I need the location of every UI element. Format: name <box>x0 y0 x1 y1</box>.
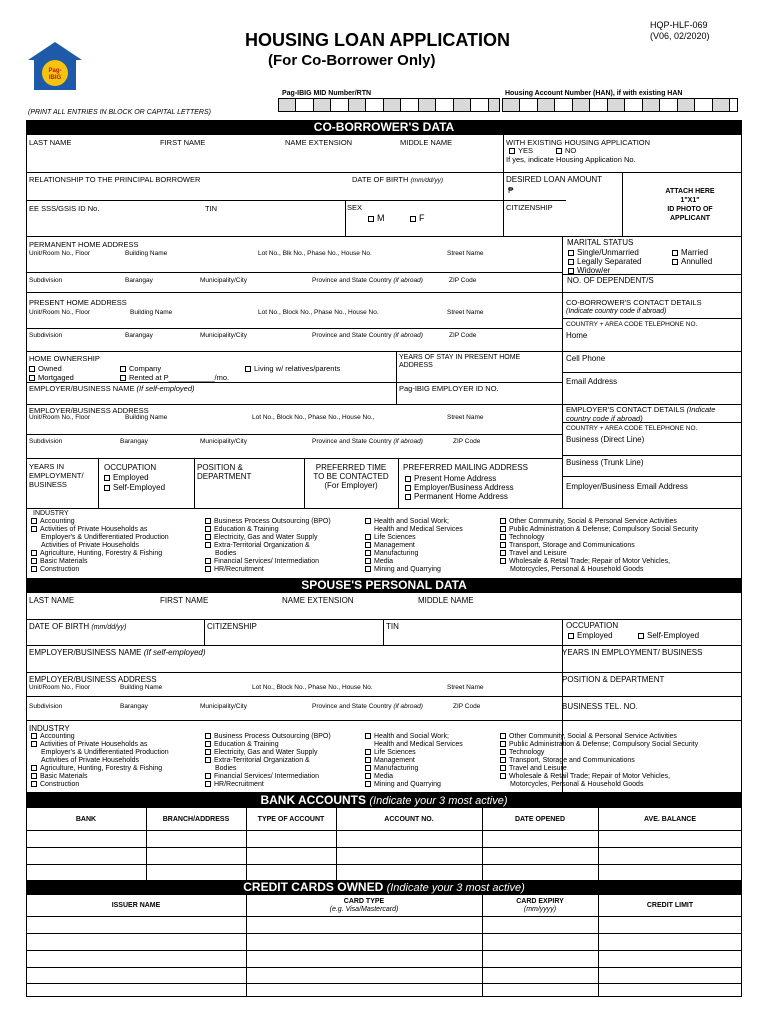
label-industry: INDUSTRY <box>33 510 69 517</box>
label-business-direct: Business (Direct Line) <box>566 435 645 444</box>
spouse-industry-accounting[interactable]: Accounting <box>31 733 75 741</box>
addr-barangay: Barangay <box>125 277 153 284</box>
spouse-tin: TIN <box>386 622 399 631</box>
label-present-address: PRESENT HOME ADDRESS <box>29 298 127 307</box>
emp-addr-street: Street Name <box>447 414 484 421</box>
spouse-industry-technology[interactable]: Technology <box>500 749 544 757</box>
emp-addr-building: Building Name <box>125 414 168 421</box>
ownership-owned[interactable]: Owned <box>29 364 62 373</box>
label-pref-time-3: (For Employer) <box>324 481 378 490</box>
label-last-name: LAST NAME <box>29 138 72 147</box>
spouse-industry-construction[interactable]: Construction <box>31 781 79 789</box>
label-employer-name: EMPLOYER/BUSINESS NAME (If self-employed) <box>29 384 195 393</box>
industry-health[interactable]: Health and Social Work; <box>365 518 449 526</box>
present-addr-street: Street Name <box>447 309 484 316</box>
svg-text:IBIG: IBIG <box>48 75 62 81</box>
present-addr-barangay: Barangay <box>125 332 153 339</box>
label-sex: SEX <box>347 203 363 212</box>
mail-employer-address[interactable]: Employer/Business Address <box>405 483 514 493</box>
spouse-industry-mining[interactable]: Mining and Quarrying <box>365 781 441 789</box>
industry-education[interactable]: Education & Training <box>205 526 279 534</box>
label-ee-sss: EE SSS/GSIS ID No. <box>29 204 100 213</box>
label-pref-time-1: PREFERRED TIME <box>315 463 387 472</box>
label-occupation: OCCUPATION <box>104 463 157 472</box>
emp-addr-lot: Lot No., Block No., Phase No., House No., <box>252 414 375 421</box>
emp-addr-province: Province and State Country (if abroad) <box>312 438 423 445</box>
occupation-employed[interactable]: Employed <box>104 473 149 483</box>
industry-other-community[interactable]: Other Community, Social & Personal Service Activities <box>500 518 677 526</box>
spouse-employer-address: EMPLOYER/BUSINESS ADDRESS <box>29 675 157 684</box>
spouse-industry-agriculture[interactable]: Agriculture, Hunting, Forestry & Fishing <box>31 765 162 773</box>
label-contact-details: CO-BORROWER'S CONTACT DETAILS <box>566 298 702 307</box>
present-addr-building: Building Name <box>130 309 173 316</box>
spouse-industry-private-households-cont-2: Activities of Private Households <box>41 757 140 764</box>
label-cell-phone: Cell Phone <box>566 354 606 363</box>
marital-single[interactable]: Single/Unmarried <box>568 248 639 258</box>
addr-lot: Lot No., Blk No., Phase No., House No. <box>258 250 372 257</box>
spouse-citizenship: CITIZENSHIP <box>207 622 257 631</box>
photo-line-2: 1"X1" <box>680 197 700 204</box>
industry-mining[interactable]: Mining and Quarrying <box>365 566 441 574</box>
industry-wholesale[interactable]: Wholesale & Retail Trade; Repair of Motor Vehicles, <box>500 558 670 566</box>
marital-married[interactable]: Married <box>672 248 708 258</box>
addr-subdivision: Subdivision <box>29 277 63 284</box>
spouse-industry-private-households[interactable]: Activities of Private Households as <box>31 741 147 749</box>
bank-col-ave-balance: AVE. BALANCE <box>644 816 696 823</box>
spouse-industry-wholesale-cont: Motorcycles, Personal & Household Goods <box>510 781 644 788</box>
option-yes[interactable]: YES <box>509 146 533 155</box>
spouse-addr-barangay: Barangay <box>120 703 148 710</box>
spouse-industry-education[interactable]: Education & Training <box>205 741 279 749</box>
label-existing-application: WITH EXISTING HOUSING APPLICATION <box>506 138 651 147</box>
label-first-name: FIRST NAME <box>160 138 206 147</box>
spouse-last-name: LAST NAME <box>29 596 75 605</box>
bank-section-title: BANK ACCOUNTS (Indicate your 3 most active) <box>26 793 742 808</box>
pagibig-logo <box>24 40 86 92</box>
label-country-code: COUNTRY + AREA CODE TELEPHONE NO. <box>566 321 698 328</box>
employer-country-code: COUNTRY + AREA CODE TELEPHONE NO. <box>566 425 698 432</box>
spouse-addr-subdivision: Subdivision <box>29 703 63 710</box>
credit-section-title: CREDIT CARDS OWNED (Indicate your 3 most active) <box>26 880 742 895</box>
industry-bpo[interactable]: Business Process Outsourcing (BPO) <box>205 518 331 526</box>
spouse-industry-bpo[interactable]: Business Process Outsourcing (BPO) <box>205 733 331 741</box>
emp-addr-zip: ZIP Code <box>453 438 481 445</box>
emp-addr-unit: Unit/Room No., Floor <box>29 414 91 421</box>
spouse-industry-financial[interactable]: Financial Services/ Intermediation <box>205 773 319 781</box>
spouse-addr-municipality: Municipality/City <box>200 703 247 710</box>
present-addr-province: Province and State Country (if abroad) <box>312 332 423 339</box>
emp-addr-barangay: Barangay <box>120 438 148 445</box>
label-years-employment-1: YEARS IN <box>29 462 65 471</box>
credit-col-card-expiry: CARD EXPIRY <box>516 898 564 905</box>
industry-hr[interactable]: HR/Recruitment <box>205 566 264 574</box>
credit-col-card-type-eg: (e.g. Visa/Mastercard) <box>329 906 399 913</box>
ownership-living-relatives[interactable]: Living w/ relatives/parents <box>245 364 340 373</box>
svg-text:Pag-: Pag- <box>48 68 62 74</box>
label-business-trunk: Business (Trunk Line) <box>566 458 644 467</box>
industry-wholesale-cont: Motorcycles, Personal & Household Goods <box>510 566 644 573</box>
spouse-industry-media[interactable]: Media <box>365 773 393 781</box>
emp-addr-municipality: Municipality/City <box>200 438 247 445</box>
industry-media[interactable]: Media <box>365 558 393 566</box>
label-tin: TIN <box>205 204 218 213</box>
spouse-label-industry: INDUSTRY <box>29 724 70 733</box>
industry-life-sciences[interactable]: Life Sciences <box>365 534 416 542</box>
industry-management[interactable]: Management <box>365 542 415 550</box>
sex-male-checkbox[interactable]: M <box>368 213 385 224</box>
spouse-industry-health-cont: Health and Medical Services <box>374 741 463 748</box>
industry-electricity[interactable]: Electricity, Gas and Water Supply <box>205 534 317 542</box>
contact-note: (Indicate country code if abroad) <box>566 308 667 315</box>
label-pagibig-employer-id: Pag-IBIG EMPLOYER ID NO. <box>399 384 499 393</box>
label-date-of-birth: DATE OF BIRTH (mm/dd/yy) <box>352 175 443 184</box>
spouse-addr-province: Province and State Country (if abroad) <box>312 703 423 710</box>
print-instruction: (PRINT ALL ENTRIES IN BLOCK OR CAPITAL LETTERS) <box>28 109 211 116</box>
spouse-industry-health[interactable]: Health and Social Work; <box>365 733 449 741</box>
ownership-company[interactable]: Company <box>120 364 161 373</box>
label-middle-name: MIDDLE NAME <box>400 138 453 147</box>
label-employer-address: EMPLOYER/BUSINESS ADDRESS <box>29 406 149 415</box>
present-addr-unit: Unit/Room No., Floor <box>29 309 91 316</box>
label-home-phone: Home <box>566 331 588 340</box>
spouse-occupation-self-employed[interactable]: Self-Employed <box>638 631 699 641</box>
spouse-industry-transport[interactable]: Transport, Storage and Communications <box>500 757 635 765</box>
spouse-industry-private-households-cont-1: Employer's & Undifferentiated Production <box>41 749 169 756</box>
spouse-industry-travel[interactable]: Travel and Leisure <box>500 765 567 773</box>
label-years-stay: YEARS OF STAY IN PRESENT HOME <box>399 354 521 361</box>
spouse-years-employment: YEARS IN EMPLOYMENT/ BUSINESS <box>562 648 703 657</box>
industry-travel[interactable]: Travel and Leisure <box>500 550 567 558</box>
bank-col-branch: BRANCH/ADDRESS <box>162 816 230 823</box>
spouse-business-tel: BUSINESS TEL. NO. <box>562 702 638 711</box>
spouse-dob: DATE OF BIRTH (mm/dd/yy) <box>29 622 127 631</box>
spouse-industry-other-community[interactable]: Other Community, Social & Personal Service Activities <box>500 733 677 741</box>
industry-private-households-cont-1: Employer's & Undifferentiated Production <box>41 534 169 541</box>
label-desired-loan: DESIRED LOAN AMOUNT <box>506 175 603 184</box>
present-addr-subdivision: Subdivision <box>29 332 63 339</box>
occupation-self-employed[interactable]: Self-Employed <box>104 483 165 493</box>
mid-number-boxes[interactable] <box>278 98 500 112</box>
label-name-extension: NAME EXTENSION <box>285 138 353 147</box>
form-code: HQP-HLF-069 <box>650 20 708 30</box>
industry-basic-materials[interactable]: Basic Materials <box>31 558 87 566</box>
industry-accounting[interactable]: Accounting <box>31 518 75 526</box>
spouse-industry-extra-territorial-cont: Bodies <box>215 765 237 772</box>
label-if-yes: If yes, indicate Housing Application No. <box>506 155 636 164</box>
addr-province: Province and State Country (if abroad) <box>312 277 423 284</box>
coborrower-section-title: CO-BORROWER'S DATA <box>26 120 742 135</box>
spouse-industry-electricity[interactable]: Electricity, Gas and Water Supply <box>205 749 317 757</box>
label-relationship: RELATIONSHIP TO THE PRINCIPAL BORROWER <box>29 175 201 184</box>
industry-manufacturing[interactable]: Manufacturing <box>365 550 418 558</box>
present-addr-zip: ZIP Code <box>449 332 477 339</box>
industry-technology[interactable]: Technology <box>500 534 544 542</box>
industry-health-cont: Health and Medical Services <box>374 526 463 533</box>
spouse-employer-name: EMPLOYER/BUSINESS NAME (If self-employed) <box>29 648 206 657</box>
spouse-industry-public-admin[interactable]: Public Administration & Defense; Compulsory Social Security <box>500 741 698 749</box>
present-addr-municipality: Municipality/City <box>200 332 247 339</box>
label-position-1: POSITION & <box>197 463 243 472</box>
form-version: (V06, 02/2020) <box>650 31 710 41</box>
option-no[interactable]: NO <box>556 146 576 155</box>
addr-municipality: Municipality/City <box>200 277 247 284</box>
spouse-middle-name: MIDDLE NAME <box>418 596 474 605</box>
mid-label: Pag-IBIG MID Number/RTN <box>282 90 372 97</box>
label-home-ownership: HOME OWNERSHIP <box>29 354 100 363</box>
photo-line-3: ID PHOTO OF <box>667 206 713 213</box>
industry-transport[interactable]: Transport, Storage and Communications <box>500 542 635 550</box>
emp-addr-subdivision: Subdivision <box>29 438 63 445</box>
mail-permanent-home[interactable]: Permanent Home Address <box>405 492 508 502</box>
industry-public-admin[interactable]: Public Administration & Defense; Compulsory Social Security <box>500 526 698 534</box>
han-label: Housing Account Number (HAN), if with existing HAN <box>505 90 683 97</box>
spouse-position: POSITION & DEPARTMENT <box>562 675 665 684</box>
credit-col-limit: CREDIT LIMIT <box>646 902 694 909</box>
bank-col-type: TYPE OF ACCOUNT <box>257 816 325 823</box>
spouse-industry-basic-materials[interactable]: Basic Materials <box>31 773 87 781</box>
spouse-first-name: FIRST NAME <box>160 596 209 605</box>
credit-col-issuer: ISSUER NAME <box>111 902 161 909</box>
label-business-email: Employer/Business Email Address <box>566 482 688 491</box>
photo-line-4: APPLICANT <box>669 215 711 222</box>
industry-financial[interactable]: Financial Services/ Intermediation <box>205 558 319 566</box>
credit-col-card-type: CARD TYPE <box>343 898 385 905</box>
label-years-employment-2: EMPLOYMENT/ <box>29 471 84 480</box>
industry-agriculture[interactable]: Agriculture, Hunting, Forestry & Fishing <box>31 550 162 558</box>
spouse-addr-street: Street Name <box>447 684 484 691</box>
industry-construction[interactable]: Construction <box>31 566 79 574</box>
mail-present-home[interactable]: Present Home Address <box>405 474 496 484</box>
spouse-industry-hr[interactable]: HR/Recruitment <box>205 781 264 789</box>
addr-unit: Unit/Room No., Floor <box>29 250 91 257</box>
spouse-industry-life-sciences[interactable]: Life Sciences <box>365 749 416 757</box>
spouse-industry-wholesale[interactable]: Wholesale & Retail Trade; Repair of Motor Vehicles, <box>500 773 670 781</box>
label-email: Email Address <box>566 377 618 386</box>
label-employer-contact: EMPLOYER'S CONTACT DETAILS (Indicate <box>566 405 716 414</box>
label-permanent-address: PERMANENT HOME ADDRESS <box>29 240 139 249</box>
label-years-stay-address: ADDRESS <box>399 362 433 369</box>
spouse-industry-management[interactable]: Management <box>365 757 415 765</box>
addr-building: Building Name <box>125 250 168 257</box>
label-pref-time-2: TO BE CONTACTED <box>313 472 389 481</box>
spouse-addr-building: Building Name <box>120 684 163 691</box>
industry-private-households[interactable]: Activities of Private Households as <box>31 526 147 534</box>
label-marital-status: MARITAL STATUS <box>567 238 634 247</box>
spouse-addr-unit: Unit/Room No., Floor <box>29 684 91 691</box>
marital-widow[interactable]: Widow/er <box>568 266 610 276</box>
spouse-industry-extra-territorial[interactable]: Extra-Territorial Organization & <box>205 757 310 765</box>
label-years-employment-3: BUSINESS <box>29 480 67 489</box>
bank-col-bank: BANK <box>75 816 97 823</box>
bank-col-date-opened: DATE OPENED <box>514 816 566 823</box>
han-number-boxes[interactable] <box>502 98 738 112</box>
spouse-addr-zip: ZIP Code <box>453 703 481 710</box>
employer-contact-note: country code if abroad) <box>566 414 643 423</box>
industry-extra-territorial-cont: Bodies <box>215 550 237 557</box>
peso-sign: ₱ <box>508 186 514 195</box>
spouse-industry-manufacturing[interactable]: Manufacturing <box>365 765 418 773</box>
spouse-section-title: SPOUSE'S PERSONAL DATA <box>26 578 742 593</box>
addr-street: Street Name <box>447 250 484 257</box>
marital-annulled[interactable]: Annulled <box>672 257 712 267</box>
spouse-name-extension: NAME EXTENSION <box>282 596 354 605</box>
form-subtitle: (For Co-Borrower Only) <box>268 52 436 69</box>
ownership-mortgaged[interactable]: Mortgaged <box>29 373 74 382</box>
sex-female-checkbox[interactable]: F <box>410 213 425 224</box>
form-title: HOUSING LOAN APPLICATION <box>245 30 510 50</box>
spouse-addr-lot: Lot No., Block No., Phase No., House No. <box>252 684 373 691</box>
label-dependents: NO. OF DEPENDENT/S <box>567 276 654 285</box>
label-citizenship: CITIZENSHIP <box>506 203 553 212</box>
industry-extra-territorial[interactable]: Extra-Territorial Organization & <box>205 542 310 550</box>
coborrower-form-frame <box>26 135 742 580</box>
label-position-2: DEPARTMENT <box>197 472 252 481</box>
photo-line-1: ATTACH HERE <box>665 188 715 195</box>
spouse-occupation-employed[interactable]: Employed <box>568 631 613 641</box>
present-addr-lot: Lot No., Block No., Phase No., House No. <box>258 309 379 316</box>
credit-col-card-expiry-fmt: (mm/yyyy) <box>523 906 557 913</box>
addr-zip: ZIP Code <box>449 277 477 284</box>
ownership-rented[interactable]: Rented at P___________/mo. <box>120 373 229 382</box>
marital-legally-separated[interactable]: Legally Separated <box>568 257 642 267</box>
spouse-occupation: OCCUPATION <box>566 621 619 630</box>
industry-private-households-cont-2: Activities of Private Households <box>41 542 140 549</box>
label-pref-mail: PREFERRED MAILING ADDRESS <box>403 463 528 472</box>
bank-col-account-no: ACCOUNT NO. <box>384 816 434 823</box>
